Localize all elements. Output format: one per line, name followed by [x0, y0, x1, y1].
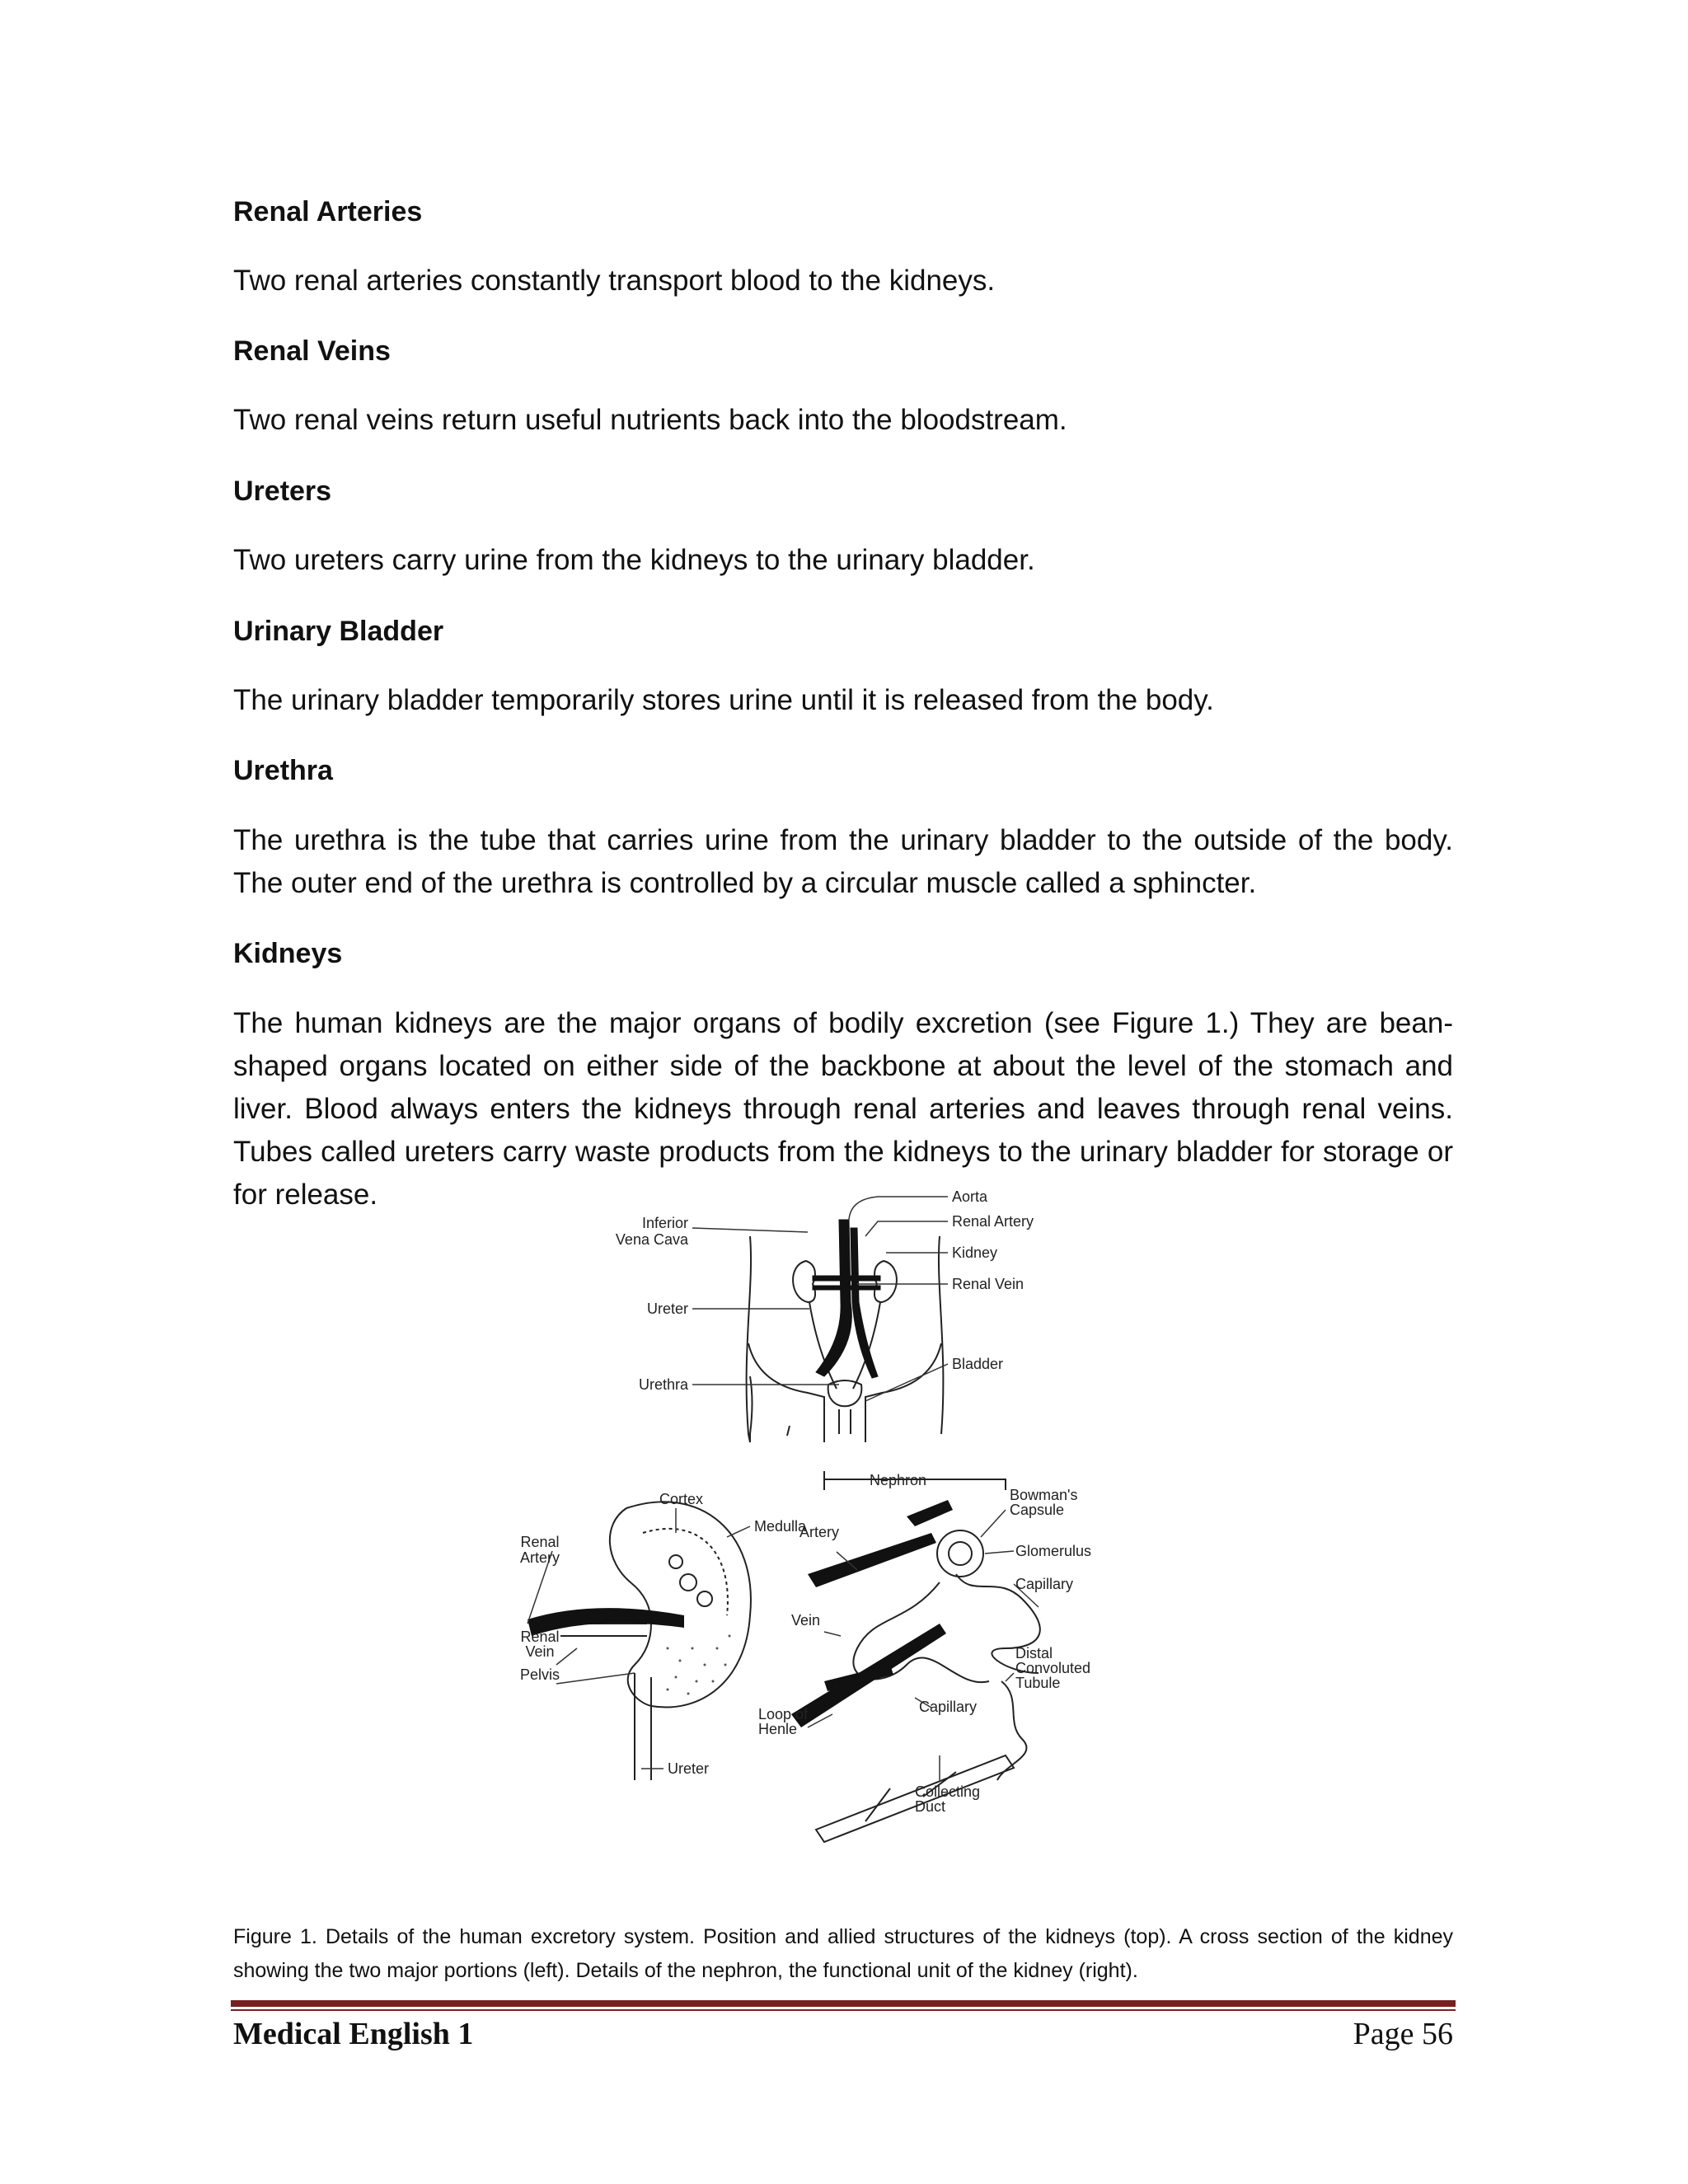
- para-kidneys: The human kidneys are the major organs of bodily excretion (see Figure 1.) They are bean-shaped organs located on either side of the backbone at about the level of the stomach and liver. Blood always enters the kidneys through renal arteries and leaves through renal veins. Tubes called ureters carry waste products from the kidneys to the urinary bladder for storage or for release.: [233, 1007, 1453, 1211]
- label-medulla: Medulla: [754, 1518, 807, 1535]
- label-distal: Distal: [1015, 1645, 1053, 1661]
- label-ureter: Ureter: [646, 1301, 688, 1317]
- label-inferior: Inferior: [641, 1215, 688, 1231]
- label-nephron: Nephron: [870, 1472, 927, 1488]
- label-tubule: Tubule: [1015, 1675, 1061, 1691]
- footer-title: Medical English 1: [233, 2017, 474, 2051]
- para-ureters: Two ureters carry urine from the kidneys to the urinary bladder.: [233, 544, 1035, 576]
- figure-caption: Figure 1. Details of the human excretory system. Position and allied structures of the kidneys (top). A cross section of the kidney showing the two major portions (left). Details of the nephron, the functional unit of the kidney (right).: [233, 1925, 1453, 1982]
- label-glomerulus: Glomerulus: [1015, 1543, 1092, 1559]
- label-duct: Duct: [915, 1798, 946, 1815]
- label-kidney: Kidney: [952, 1244, 998, 1261]
- heading-urethra: Urethra: [233, 755, 333, 786]
- label-pelvis: Pelvis: [519, 1666, 560, 1683]
- label-henle: Henle: [758, 1721, 798, 1737]
- para-urethra: The urethra is the tube that carries urine from the urinary bladder to the outside of the body. The outer end of the urethra is controlled by a circular muscle called a sphincter.: [233, 824, 1453, 899]
- label-capillary: Capillary: [1015, 1576, 1074, 1592]
- label-convoluted: Convoluted: [1015, 1660, 1091, 1676]
- heading-renal-arteries: Renal Arteries: [233, 196, 423, 227]
- heading-renal-veins: Renal Veins: [233, 335, 391, 367]
- para-renal-arteries: Two renal arteries constantly transport blood to the kidneys.: [233, 265, 996, 297]
- label-vein-2: Vein: [791, 1612, 821, 1629]
- para-renal-veins: Two renal veins return useful nutrients back into the bloodstream.: [233, 404, 1067, 436]
- label-urethra: Urethra: [638, 1376, 688, 1393]
- heading-urinary-bladder: Urinary Bladder: [233, 616, 444, 647]
- label-artery: Artery: [519, 1549, 560, 1566]
- label-cortex: Cortex: [659, 1491, 704, 1507]
- kidney-cross-section: [560, 1502, 751, 1780]
- para-urinary-bladder: The urinary bladder temporarily stores urine until it is released from the body.: [233, 684, 1214, 716]
- label-collecting: Collecting: [915, 1783, 981, 1800]
- label-loop-of: Loop of: [758, 1706, 809, 1722]
- excretory-system-figure: [511, 1187, 1170, 1846]
- label-ureter-2: Ureter: [668, 1760, 710, 1777]
- heading-ureters: Ureters: [233, 476, 332, 507]
- label-renal-2: Renal: [520, 1629, 560, 1645]
- label-renal-vein: Renal Vein: [952, 1276, 1025, 1292]
- left-leaders: [528, 1508, 750, 1769]
- label-bladder: Bladder: [952, 1356, 1004, 1372]
- page-number: Page 56: [1353, 2017, 1453, 2051]
- label-renal: Renal: [520, 1534, 560, 1550]
- label-bowmans: Bowman's: [1010, 1487, 1078, 1503]
- label-artery-2: Artery: [799, 1524, 840, 1540]
- heading-kidneys: Kidneys: [233, 938, 343, 969]
- label-capillary-2: Capillary: [919, 1699, 978, 1715]
- label-capsule: Capsule: [1010, 1502, 1065, 1518]
- label-renal-artery: Renal Artery: [952, 1213, 1034, 1230]
- footer-rule-thick: [231, 2000, 1456, 2007]
- label-vein: Vein: [525, 1643, 555, 1660]
- label-aorta: Aorta: [952, 1188, 988, 1205]
- label-vena-cava: Vena Cava: [615, 1231, 688, 1248]
